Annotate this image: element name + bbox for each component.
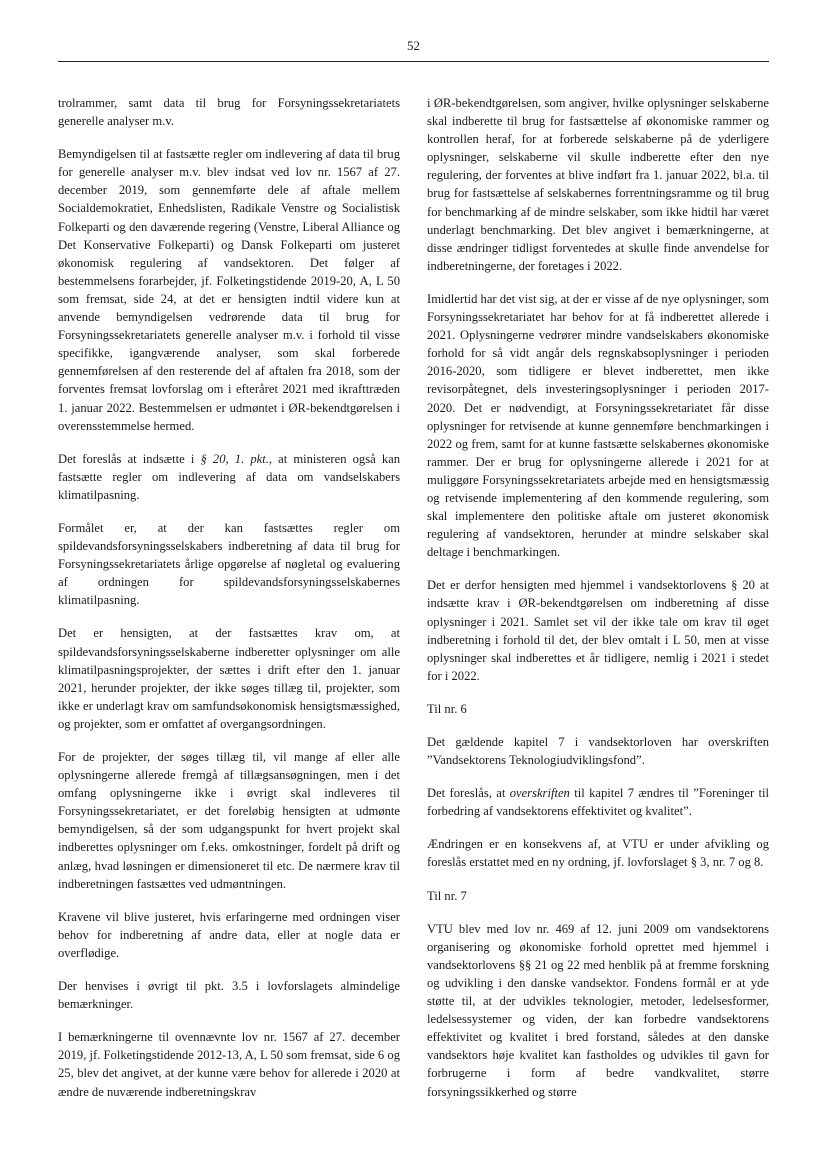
left-column <box>58 94 400 1116</box>
section-reference: § 20, 1. pkt. <box>200 451 269 466</box>
paragraph-l5: Det er hensigten, at der fastsættes krav om, at spildevandsforsyningsselskaberne indberetter oplysninger om alle klimatilpasningsprojekter, der sættes i drift efter den 1. januar 2021, herunder projekter, der ikke søges tillæg til, projekter, som ikke er underlagt krav om samfundsøkonomisk hensigtsmæssighed, og projekter, som er omfattet af overgangsordningen. <box>58 626 400 731</box>
paragraph-r1: i ØR-bekendtgørelsen, som angiver, hvilke oplysninger selskaberne skal indberette til brug for fastsættelse af økonomiske rammer og kontrollen heraf, for at forberede selskaberne på de yderligere oplysninger, selskaberne vil skulle indberette efter den nye regulering, der forventes at blive indført fra 1. januar 2022, bl.a. til brug for fastsættelse af selskabernes forrentningsramme og til brug for benchmarking af de mindre selskaber, som ikke hidtil har været underlagt benchmarking. Det blev angivet i bemærkningerne, at disse ændringer tidligst forventedes at skulle finde anvendelse for indberetningerne, der foretages i 2022. <box>427 96 769 273</box>
section-heading-nr7: Til nr. 7 <box>427 888 467 903</box>
paragraph-r5: Det foreslås, at overskriften til kapitel 7 ændres til ”Foreninger til forbedring af vandsektorens effektivitet og kvalitet”. <box>427 786 769 819</box>
paragraph-r4: Det gældende kapitel 7 i vandsektorloven har overskriften ”Vandsektorens Teknologiudviklingsfond”. <box>427 735 769 768</box>
page-number: 52 <box>407 38 420 53</box>
paragraph-l9: I bemærkningerne til ovennævnte lov nr. 1567 af 27. december 2019, jf. Folketingstidende 2012-13, A, L 50 som fremsat, side 6 og 25, blev det angivet, at der kunne være behov for allerede i 2020 at ændre de nuværende indberetningskrav <box>58 1030 400 1099</box>
right-column <box>427 94 769 1116</box>
paragraph-l1: trolrammer, samt data til brug for Forsyningssekretariatets generelle analyser m.v. <box>58 96 400 129</box>
paragraph-l8: Der henvises i øvrigt til pkt. 3.5 i lovforslagets almindelige bemærkninger. <box>58 979 400 1012</box>
section-heading-nr6: Til nr. 6 <box>427 701 467 716</box>
paragraph-l3: Det foreslås at indsætte i § 20, 1. pkt., at ministeren også kan fastsætte regler om indlevering af data om vandselskabers klimatilpasning. <box>58 451 400 502</box>
paragraph-l7: Kravene vil blive justeret, hvis erfaringerne med ordningen viser behov for indberetning af andre data, eller at nogle data er overflødige. <box>58 909 400 960</box>
paragraph-r6: Ændringen er en konsekvens af, at VTU er under afvikling og foreslås erstattet med en ny ordning, jf. lovforslaget § 3, nr. 7 og 8. <box>427 837 769 870</box>
paragraph-l4: Formålet er, at der kan fastsættes regler om spildevandsforsyningsselskabers indberetning af data til brug for Forsyningssekretariatets årlige opgørelse af nøgletal og evaluering af ordningen for spildevandsforsyningsselskabernes klimatilpasning. <box>58 520 400 608</box>
header-rule <box>58 61 769 62</box>
paragraph-l2: Bemyndigelsen til at fastsætte regler om indlevering af data til brug for generelle analyser m.v. blev indsat ved lov nr. 1567 af 27. december 2019, som gennemførte dele af aftale mellem Socialdemokratiet, Enhedslisten, Radikale Venstre og Socialistisk Folkeparti og den daværende regering (Venstre, Liberal Alliance og Det Konservative Folkeparti) og Dansk Folkeparti om justeret økonomisk regulering af vandsektoren. Det følger af bestemmelsens forarbejder, jf. Folketingstidende 2019-20, A, L 50 som fremsat, side 24, at det er hensigten indtil videre kun at anvende bemyndigelsen vedrørende data til brug for Forsyningssekretariatets generelle analyser m.v. i forhold til visse specifikke, igangværende analyser, som skal forberede gennemførelsen af den resterende del af aftalen fra 2018, som der forventes fremsat lovforslag om i efteråret 2021 med ikrafttræden 1. januar 2022. Bestemmelsen er udmøntet i ØR-bekendtgørelsen i overensstemmelse hermed. <box>58 147 400 433</box>
heading-reference: overskriften <box>509 786 570 801</box>
paragraph-r2: Imidlertid har det vist sig, at der er visse af de nye oplysninger, som Forsyningssekretariatet har behov for at få indberettet allerede i 2021. Oplysningerne vedrører mindre vandselskabers økonomiske forhold for så vidt angår dels regnskabsoplysninger i perioden 2016-2020, som tidligere er blevet indberettet, men ikke revisorpåtegnet, dels investeringsoplysninger i perioden 2017-2020. Det er nødvendigt, at Forsyningssekretariatet får disse oplysninger for retvisende at kunne gennemføre benchmarkingen i 2022 og frem, samt for at kunne fastsætte selskabernes økonomiske rammer. Der er brug for oplysningerne allerede i 2021 for at muliggøre Forsyningssekretariatets arbejde med en hensigtsmæssig og retvisende implementering af den kommende regulering, som skal implementere den politiske aftale om justeret økonomisk regulering af vandsektoren, herunder at mindre selskaber skal deltage i benchmarkingen. <box>427 291 769 560</box>
paragraph-r3: Det er derfor hensigten med hjemmel i vandsektorlovens § 20 at indsætte krav i ØR-bekendtgørelsen om indberetning af disse oplysninger i 2021. Samlet set vil der ikke tale om krav til øget indberetning i forhold til det, der blev omtalt i L 50, men at visse oplysninger skal indberettes et år tidligere, nemlig i 2021 i stedet for i 2022. <box>427 578 769 683</box>
paragraph-l6: For de projekter, der søges tillæg til, vil mange af eller alle oplysningerne allerede fremgå af tillægsansøgningen, men i det omfang oplysningerne ikke i øvrigt skal indleveres til Forsyningssekretariatet, er det foreløbig hensigten at udmønte bemyndigelsen, så der som udgangspunkt for hvert projekt skal indberettes oplysninger om f.eks. omkostninger, fordelt på drift og anlæg, hvad løsningen er dimensioneret til etc. De nærmere krav til indberetningen fastsættes ved udmøntningen. <box>58 750 400 891</box>
paragraph-r7: VTU blev med lov nr. 469 af 12. juni 2009 om vandsektorens organisering og økonomiske forhold oprettet med hjemmel i vandsektorlovens §§ 21 og 22 med henblik på at fremme forskning og udvikling i den danske vandsektor. Fondens formål er at yde støtte til, at der udvikles teknologier, metoder, ledelsesformer, ledelsessystemer og viden, der kan forbedre vandsektorens effektivitet og kvalitet i bred forstand, således at den danske vandsektors høje kvalitet kan fastholdes og udvikles til gavn for forbrugerne i form af bedre vandkvalitet, større forsyningssikkerhed og større <box>427 921 769 1099</box>
